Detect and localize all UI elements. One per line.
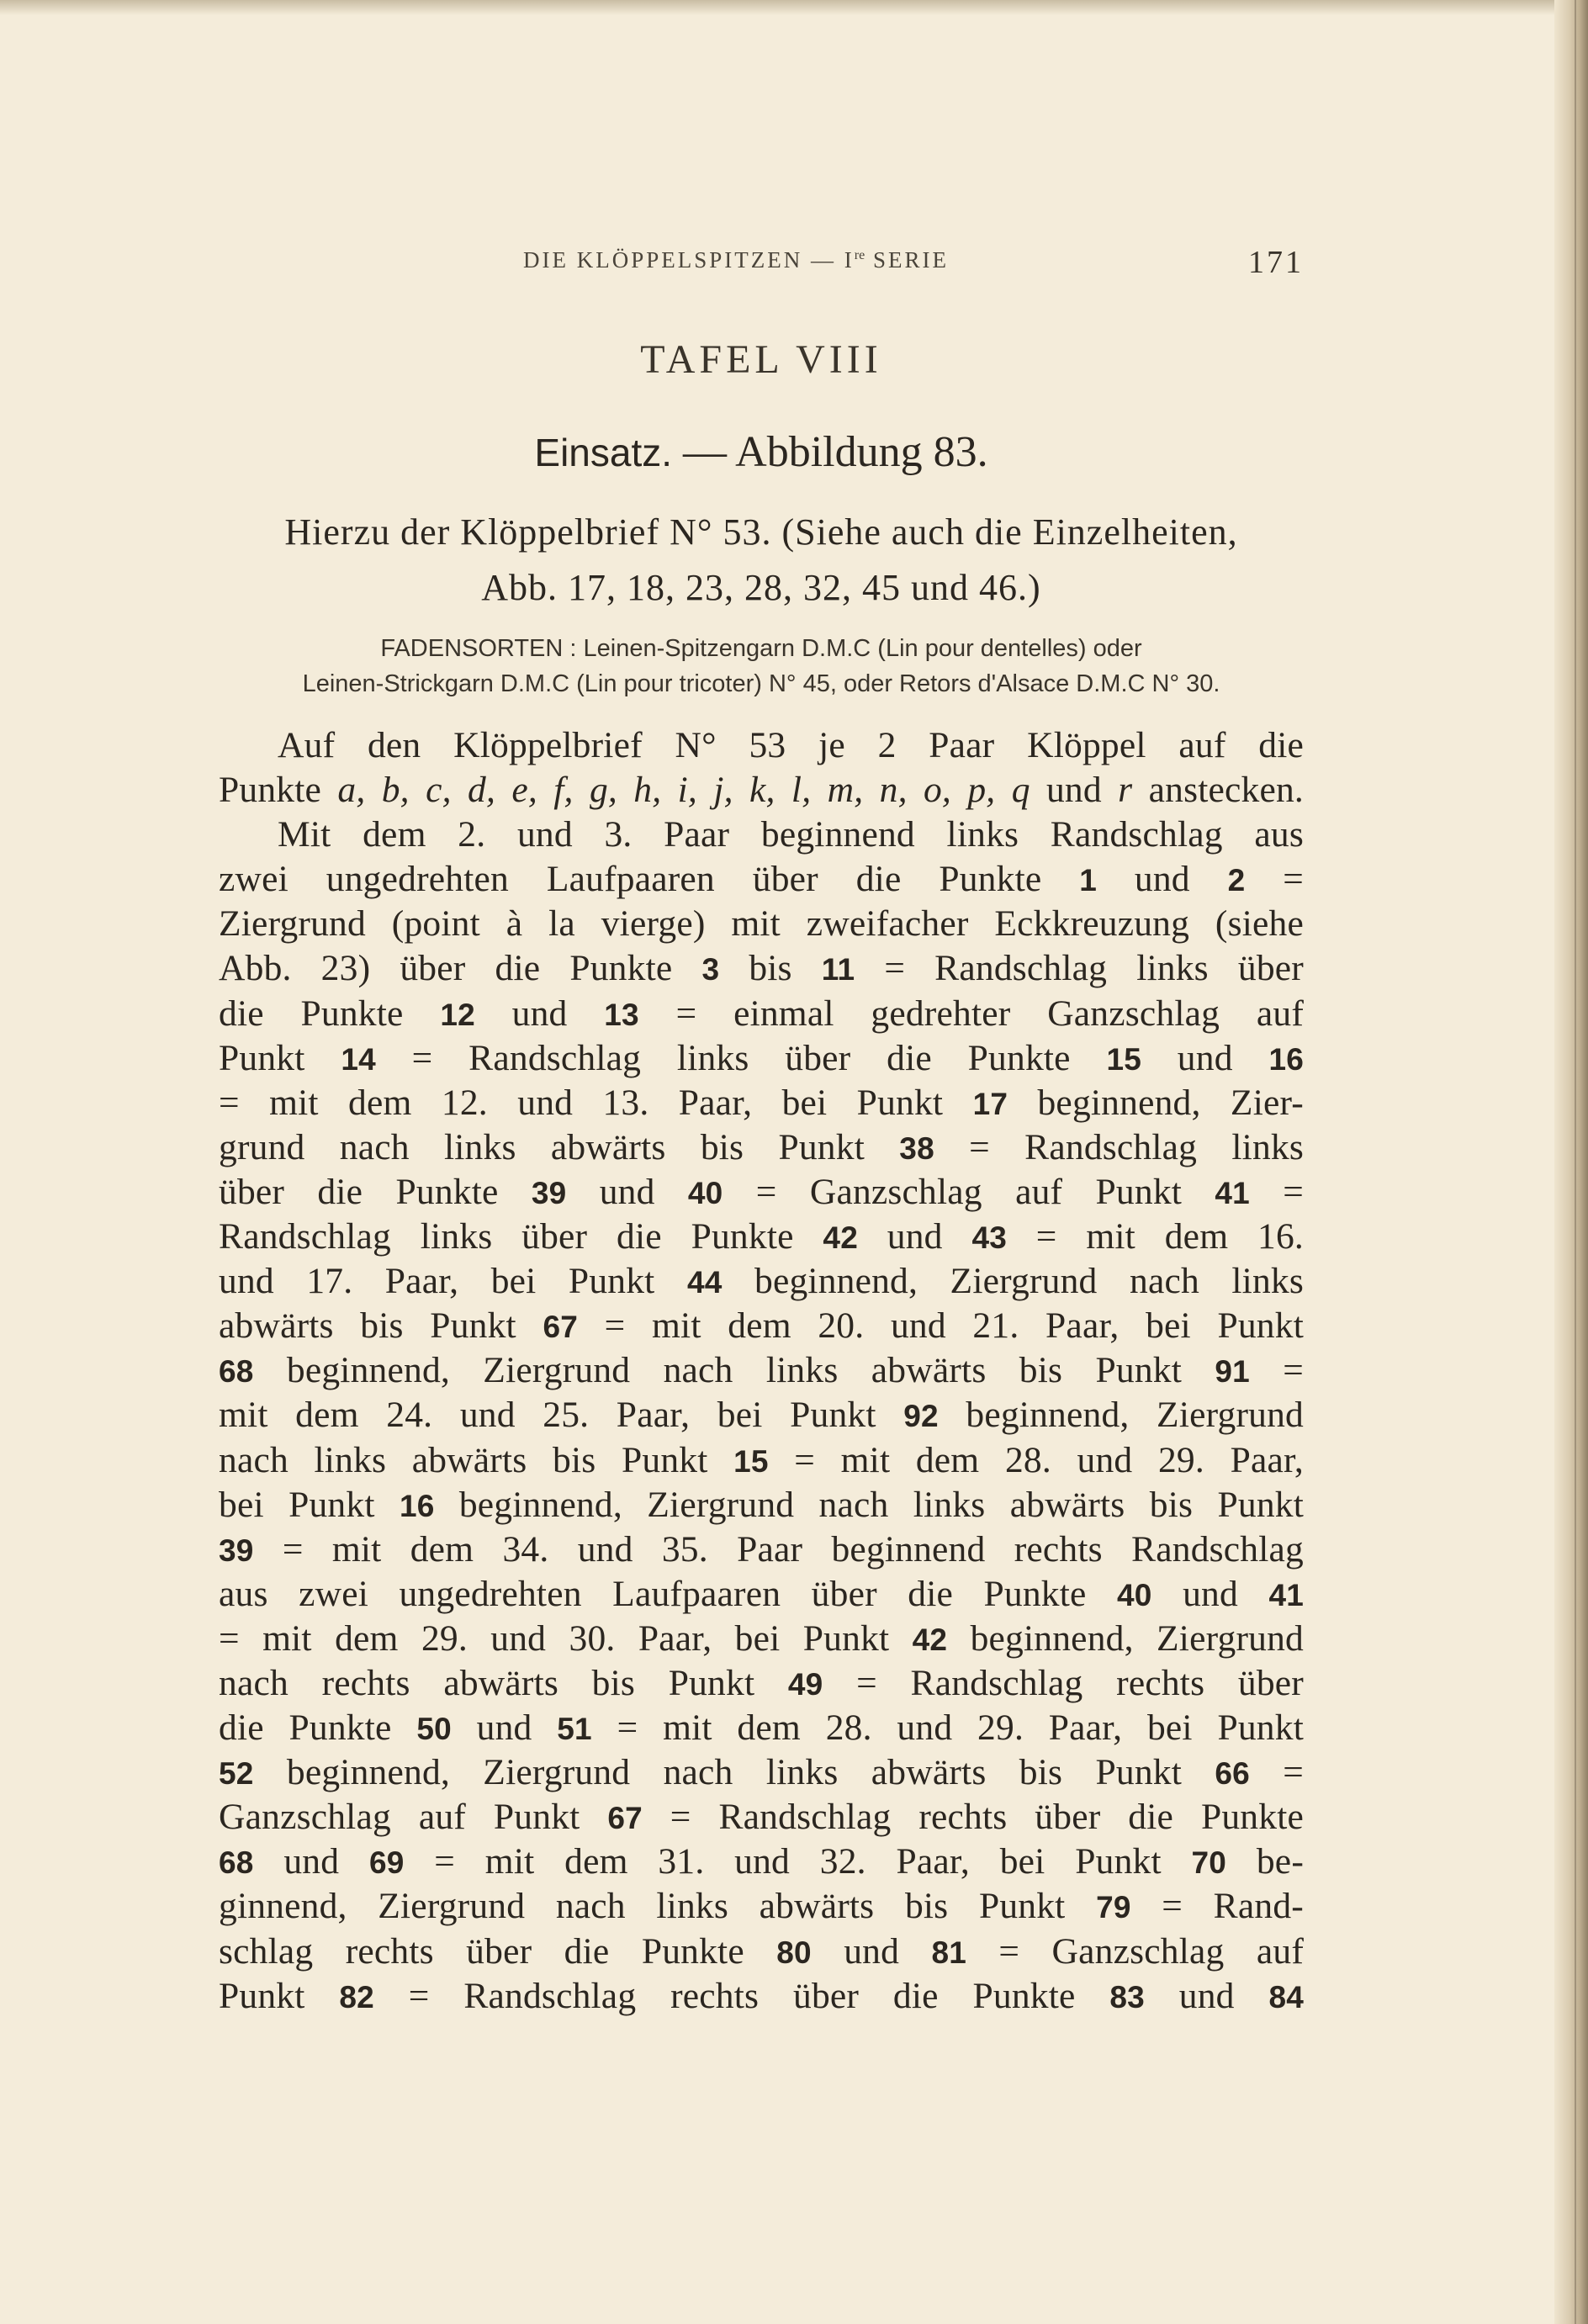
text-run: = Randschlag links über: [855, 948, 1304, 989]
plate-title: TAFEL VIII: [640, 337, 882, 382]
point-number: 39: [531, 1175, 567, 1210]
point-number: 40: [687, 1175, 723, 1210]
body-line: [219, 1393, 1304, 1437]
point-number: 43: [971, 1220, 1007, 1256]
body-line: [219, 1348, 1304, 1393]
point-number: 41: [1215, 1175, 1250, 1210]
body-line: [219, 1930, 1304, 1974]
point-letter-r: r: [1118, 770, 1133, 811]
body-line: [219, 1795, 1304, 1840]
instruction-body: [219, 723, 1304, 2019]
reference-line-1: Hierzu der Klöppelbrief N° 53. (Siehe auch die Einzelheiten,: [284, 511, 1238, 553]
body-line: [219, 1661, 1304, 1706]
text-run: =: [1249, 1350, 1304, 1391]
point-number: 15: [733, 1443, 769, 1479]
text-run: schlag rechts über die Punkte: [219, 1930, 777, 1972]
running-head-title-sup: re: [854, 248, 865, 262]
text-run: =: [1245, 859, 1304, 900]
text-run: = mit dem 28. und 29. Paar,: [768, 1439, 1304, 1480]
page-top-shadow: [0, 0, 1588, 15]
point-number: 2: [1227, 863, 1246, 898]
running-head-title-text: DIE KLÖPPELSPITZEN — I: [523, 247, 855, 273]
point-number: 12: [440, 997, 475, 1032]
point-number: 92: [903, 1399, 939, 1434]
point-number: 13: [604, 997, 639, 1032]
text-run: ginnend, Ziergrund nach links abwärts bis Punkt: [219, 1886, 1097, 1927]
point-number: 3: [701, 952, 720, 987]
body-line: [219, 768, 1304, 813]
text-run: und: [253, 1841, 369, 1882]
point-number: 68: [219, 1354, 254, 1390]
reference-block: [219, 505, 1304, 616]
text-run: beginnend, Ziergrund: [947, 1617, 1304, 1659]
point-number: 83: [1109, 1979, 1145, 2014]
text-run: = Randschlag links über die Punkte: [375, 1037, 1107, 1078]
body-line: [219, 1125, 1304, 1170]
text-run: beginnend, Ziergrund nach links abwärts bis Punkt: [434, 1484, 1304, 1525]
point-number: 68: [219, 1845, 254, 1881]
text-run: Ganzschlag auf Punkt: [219, 1797, 608, 1838]
text-run: =: [1249, 1752, 1304, 1793]
body-line: [219, 946, 1304, 991]
point-number: 51: [557, 1712, 592, 1747]
text-run: grund nach links abwärts bis Punkt: [219, 1126, 900, 1167]
text-run: beginnend, Ziergrund nach links abwärts bis Punkt: [253, 1350, 1215, 1391]
text-run: zwei ungedrehten Laufpaaren über die Punkte: [219, 859, 1080, 900]
reference-line-2: Abb. 17, 18, 23, 28, 32, 45 und 46.): [481, 567, 1041, 608]
point-number: 38: [899, 1130, 934, 1166]
text-run: be-: [1226, 1841, 1305, 1882]
text-run: = Randschlag links: [934, 1126, 1304, 1167]
text-run: aus zwei ungedrehten Laufpaaren über die Punkte: [219, 1573, 1118, 1614]
point-number: 44: [686, 1265, 723, 1300]
point-number: 79: [1096, 1890, 1131, 1925]
text-run: Punkte: [219, 770, 338, 811]
text-run: = mit dem 31. und 32. Paar, bei Punkt: [404, 1841, 1192, 1882]
page-edge: [1554, 0, 1588, 2324]
point-number: 42: [912, 1622, 948, 1657]
point-number: 91: [1215, 1354, 1250, 1390]
text-run: = Randschlag rechts über die Punkte: [373, 1975, 1110, 2016]
text-run: Mit dem 2. und 3. Paar beginnend links Randschlag aus: [278, 814, 1304, 855]
text-run: und 17. Paar, bei Punkt: [219, 1261, 687, 1302]
point-number: 15: [1106, 1041, 1142, 1077]
point-number: 41: [1268, 1577, 1304, 1612]
text-run: nach links abwärts bis Punkt: [219, 1439, 734, 1480]
body-line: [219, 857, 1304, 902]
text-run: beginnend, Zier-: [1008, 1082, 1304, 1123]
text-run: bei Punkt: [219, 1484, 400, 1525]
text-run: beginnend, Ziergrund nach links abwärts bis Punkt: [253, 1752, 1215, 1793]
page-number: 171: [1248, 245, 1304, 280]
body-line: [219, 1438, 1304, 1483]
text-run: abwärts bis Punkt: [219, 1305, 543, 1347]
text-run: = Randschlag rechts über die Punkte: [642, 1797, 1304, 1838]
point-letters: a, b, c, d, e, f, g, h, i, j, k, l, m, n, o, p, q: [337, 770, 1030, 811]
thread-types: [217, 631, 1305, 701]
point-number: 39: [219, 1533, 254, 1568]
point-number: 49: [787, 1666, 823, 1702]
thread-types-line-1: FADENSORTEN : Leinen-Spitzengarn D.M.C (Lin pour dentelles) oder: [380, 635, 1142, 662]
text-run: beginnend, Ziergrund: [938, 1395, 1304, 1436]
text-run: bis: [719, 948, 822, 989]
text-run: und: [451, 1707, 558, 1749]
body-line: [219, 723, 1304, 768]
text-run: und: [1030, 770, 1119, 811]
body-line: [219, 992, 1304, 1036]
body-line: [219, 1081, 1304, 1125]
text-run: Abb. 23) über die Punkte: [219, 948, 702, 989]
point-number: 67: [607, 1801, 643, 1836]
body-line: [219, 1840, 1304, 1884]
text-run: mit dem 24. und 25. Paar, bei Punkt: [219, 1395, 904, 1436]
text-run: = mit dem 28. und 29. Paar, bei Punkt: [591, 1707, 1304, 1749]
point-number: 16: [1268, 1041, 1304, 1077]
text-run: = einmal gedrehter Ganzschlag auf: [638, 993, 1305, 1034]
text-run: anstecken.: [1132, 770, 1305, 811]
thread-types-line-2: Leinen-Strickgarn D.M.C (Lin pour tricoter) N° 45, oder Retors d'Alsace D.M.C N° 30.: [302, 670, 1220, 697]
point-number: 70: [1191, 1845, 1227, 1881]
running-head-title: [219, 247, 1253, 273]
body-line: [219, 1483, 1304, 1527]
point-number: 14: [341, 1041, 376, 1077]
body-line: [219, 1304, 1304, 1348]
body-line: [219, 1706, 1304, 1750]
page-edge-line: [1575, 0, 1576, 2324]
text-run: =: [1249, 1171, 1305, 1212]
text-run: und: [1141, 1037, 1269, 1078]
text-run: über die Punkte: [219, 1171, 532, 1212]
text-run: und: [1144, 1975, 1269, 2016]
text-run: = mit dem 16.: [1007, 1216, 1304, 1257]
point-number: 1: [1079, 863, 1098, 898]
body-line: [219, 1527, 1304, 1572]
body-line: [219, 1170, 1304, 1215]
text-run: und: [474, 993, 605, 1034]
text-run: und: [811, 1930, 932, 1972]
body-line: [219, 1884, 1304, 1929]
text-run: = mit dem 29. und 30. Paar, bei Punkt: [219, 1617, 913, 1659]
text-run: = Ganzschlag auf Punkt: [723, 1171, 1215, 1212]
body-line: [219, 902, 1304, 946]
point-number: 67: [543, 1310, 579, 1345]
point-number: 11: [821, 952, 855, 987]
text-run: Punkt: [219, 1037, 341, 1078]
body-line: [219, 1750, 1304, 1795]
point-number: 81: [931, 1935, 967, 1970]
text-run: die Punkte: [219, 993, 441, 1034]
text-run: = Ganzschlag auf: [966, 1930, 1305, 1972]
body-line: [219, 1617, 1304, 1661]
body-line: [219, 1572, 1304, 1617]
point-number: 40: [1117, 1577, 1152, 1612]
body-line: [219, 1259, 1304, 1304]
point-number: 66: [1215, 1756, 1250, 1792]
text-run: = mit dem 20. und 21. Paar, bei Punkt: [578, 1305, 1304, 1347]
point-number: 17: [972, 1086, 1008, 1121]
text-run: = mit dem 34. und 35. Paar beginnend rechts Randschlag: [253, 1528, 1304, 1570]
text-run: Auf den Klöppelbrief N° 53 je 2 Paar Klöppel auf die: [278, 725, 1304, 765]
section-title-figure: — Abbildung 83.: [672, 428, 988, 476]
point-number: 42: [823, 1220, 858, 1256]
point-number: 80: [776, 1935, 812, 1970]
text-run: die Punkte: [219, 1707, 417, 1749]
point-number: 82: [339, 1979, 374, 2014]
point-number: 84: [1268, 1979, 1304, 2014]
text-run: = Randschlag rechts über: [823, 1662, 1304, 1703]
text-run: = mit dem 12. und 13. Paar, bei Punkt: [219, 1082, 973, 1123]
point-number: 69: [368, 1845, 405, 1881]
text-run: Ziergrund (point à la vierge) mit zweifacher Eckkreuzung (siehe: [219, 903, 1304, 945]
text-run: Punkt: [219, 1975, 340, 2016]
section-title-einsatz: Einsatz.: [534, 431, 673, 474]
text-run: Randschlag links über die Punkte: [219, 1216, 823, 1257]
point-number: 16: [399, 1488, 435, 1523]
text-run: beginnend, Ziergrund nach links: [722, 1261, 1304, 1302]
text-run: und: [1097, 859, 1228, 900]
text-run: und: [1151, 1573, 1269, 1614]
running-head: [219, 244, 1304, 278]
text-run: und: [566, 1171, 688, 1212]
point-number: 50: [416, 1712, 452, 1747]
body-line: [219, 1974, 1304, 2019]
text-run: nach rechts abwärts bis Punkt: [219, 1662, 788, 1703]
body-line: [219, 813, 1304, 857]
running-head-title-tail: SERIE: [865, 247, 949, 273]
point-number: 52: [219, 1756, 254, 1792]
body-line: [219, 1036, 1304, 1081]
section-title: [219, 427, 1304, 477]
body-line: [219, 1215, 1304, 1259]
text-run: = Rand-: [1130, 1886, 1304, 1927]
text-run: und: [857, 1216, 972, 1257]
